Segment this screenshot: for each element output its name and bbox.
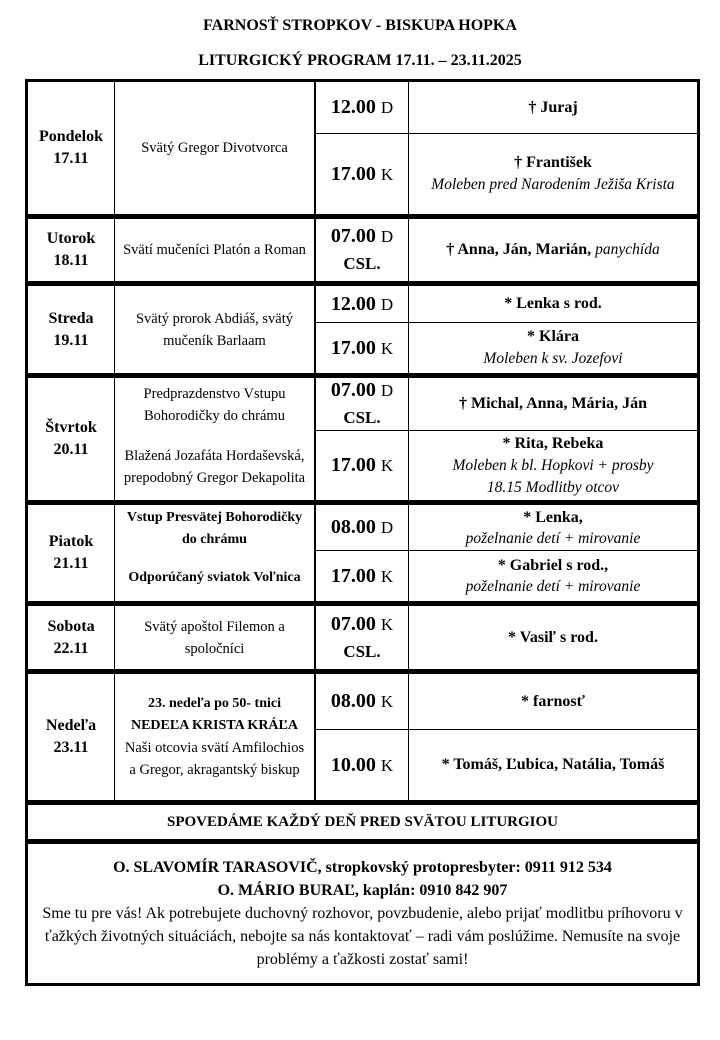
service-time: 17.00 [330, 336, 376, 359]
service-time: 07.00 [330, 379, 376, 401]
day-block-monday [25, 79, 700, 217]
day-date: 19.11 [53, 331, 89, 349]
day-name: Nedeľa [45, 717, 97, 734]
parish-title: FARNOSŤ STROPKOV - BISKUPA HOPKA [203, 17, 517, 34]
feast-text: Predprazdenstvo Vstupu Bohorodičky do chrámu [143, 386, 286, 424]
day-date: 18.11 [53, 252, 89, 269]
service-time: 17.00 [330, 564, 376, 587]
service-code: K [380, 164, 394, 184]
service-time: 08.00 [330, 690, 376, 712]
service-time: 17.00 [330, 162, 376, 185]
priest-contact: O. SLAVOMÍR TARASOVIČ, stropkovský protopresbyter: 0911 912 534 [113, 859, 612, 876]
intention: * Tomáš, Ľubica, Natália, Tomáš [441, 756, 665, 773]
service-time: 17.00 [330, 454, 376, 476]
day-block-saturday [25, 603, 700, 672]
service-code: K [380, 338, 394, 358]
service-extra: CSL. [343, 641, 381, 661]
feast-title: NEDEĽA KRISTA KRÁĽA [130, 718, 298, 733]
day-date: 17.11 [53, 150, 89, 167]
feast-text: Vstup Presvätej Bohorodičky do chrámu [126, 510, 303, 547]
intention: * Rita, Rebeka [502, 434, 604, 452]
intention: † František [514, 154, 592, 171]
intention: * Gabriel s rod., [497, 557, 609, 574]
intention-note-secondary: 18.15 Modlitby otcov [486, 478, 620, 496]
day-name: Sobota [47, 617, 95, 635]
service-extra: CSL. [343, 254, 381, 273]
day-block-tuesday [25, 216, 700, 284]
intention-note: Moleben k sv. Jozefovi [483, 350, 623, 367]
service-time: 07.00 [330, 612, 376, 635]
day-date: 20.11 [53, 441, 89, 458]
day-block-sunday [25, 671, 700, 803]
day-name: Utorok [46, 230, 96, 247]
feast-text-secondary: Blažená Jozafáta Hordaševská, prepodobný Gregor Dekapolita [123, 448, 306, 486]
feast-text: Svätý prorok Abdiáš, svätý mučeník Barlaam [135, 310, 294, 349]
intention: * Vasiľ s rod. [508, 628, 598, 646]
schedule-table [25, 79, 700, 986]
intention: * Lenka, [523, 508, 583, 526]
intention-note: Moleben pred Narodením Ježiša Krista [431, 176, 675, 193]
contact-box [25, 841, 700, 986]
feast-text: Svätí mučeníci Platón a Roman [123, 242, 306, 258]
day-block-friday [25, 502, 700, 604]
intention-note: poželnanie detí + mirovanie [465, 578, 641, 595]
day-block-wednesday [25, 283, 700, 376]
feast-text-secondary: Naši otcovia svätí Amfilochios a Gregor, akragantský biskup [124, 740, 305, 778]
day-name: Piatok [48, 533, 94, 550]
service-code: D [380, 294, 394, 314]
service-time: 08.00 [330, 516, 376, 538]
chaplain-contact: O. MÁRIO BURAĽ, kaplán: 0910 842 907 [217, 882, 508, 899]
service-code: K [380, 692, 394, 711]
intention: † Michal, Anna, Mária, Ján [458, 395, 647, 412]
service-code: D [380, 98, 394, 117]
service-time: 10.00 [330, 753, 376, 776]
service-code: K [380, 614, 394, 634]
service-code: D [380, 227, 394, 246]
intention: * Lenka s rod. [504, 295, 602, 312]
day-date: 23.11 [53, 739, 89, 756]
day-date: 21.11 [53, 555, 89, 572]
pastoral-message: Sme tu pre vás! Ak potrebujete duchovný rozhovor, povzbudenie, alebo prijať modlitbu príhovoru v ťažkých životných situáciách, nebojte sa nás kontaktovať – radi vám poslúžime. Nemusíte na svoje problémy a ťažkosti zostať sami! [42, 905, 683, 968]
service-code: K [380, 755, 394, 775]
intention-note: poželnanie detí + mirovanie [465, 529, 641, 547]
confession-banner: SPOVEDÁME KAŽDÝ DEŇ PRED SVÄTOU LITURGIOU [25, 802, 700, 842]
service-code: K [380, 456, 394, 475]
service-code: K [380, 566, 394, 586]
service-extra: CSL. [343, 408, 381, 427]
program-title: LITURGICKÝ PROGRAM 17.11. – 23.11.2025 [198, 52, 522, 69]
day-name: Pondelok [38, 128, 103, 145]
intention: † Anna, Ján, Marián, [446, 241, 592, 258]
service-code: D [380, 518, 394, 537]
intention-note: Moleben k bl. Hopkovi + prosby [452, 456, 654, 474]
service-time: 12.00 [330, 292, 376, 315]
intention-note: panychída [595, 241, 660, 258]
day-name: Streda [48, 309, 94, 327]
day-block-thursday [25, 375, 700, 503]
feast-text: Svätý Gregor Divotvorca [141, 140, 288, 156]
feast-text: 23. nedeľa po 50- tnici [148, 696, 281, 711]
service-time: 12.00 [330, 96, 376, 118]
feast-text-secondary: Odporúčaný sviatok Voľnica [128, 570, 301, 585]
feast-text: Svätý apoštol Filemon a spoločníci [144, 618, 285, 657]
service-code: D [380, 381, 394, 400]
intention: * Klára [527, 328, 579, 345]
intention: † Juraj [528, 98, 578, 116]
day-name: Štvrtok [45, 419, 97, 436]
service-time: 07.00 [330, 225, 376, 247]
day-date: 22.11 [53, 639, 89, 657]
intention: * farnosť [521, 692, 585, 710]
